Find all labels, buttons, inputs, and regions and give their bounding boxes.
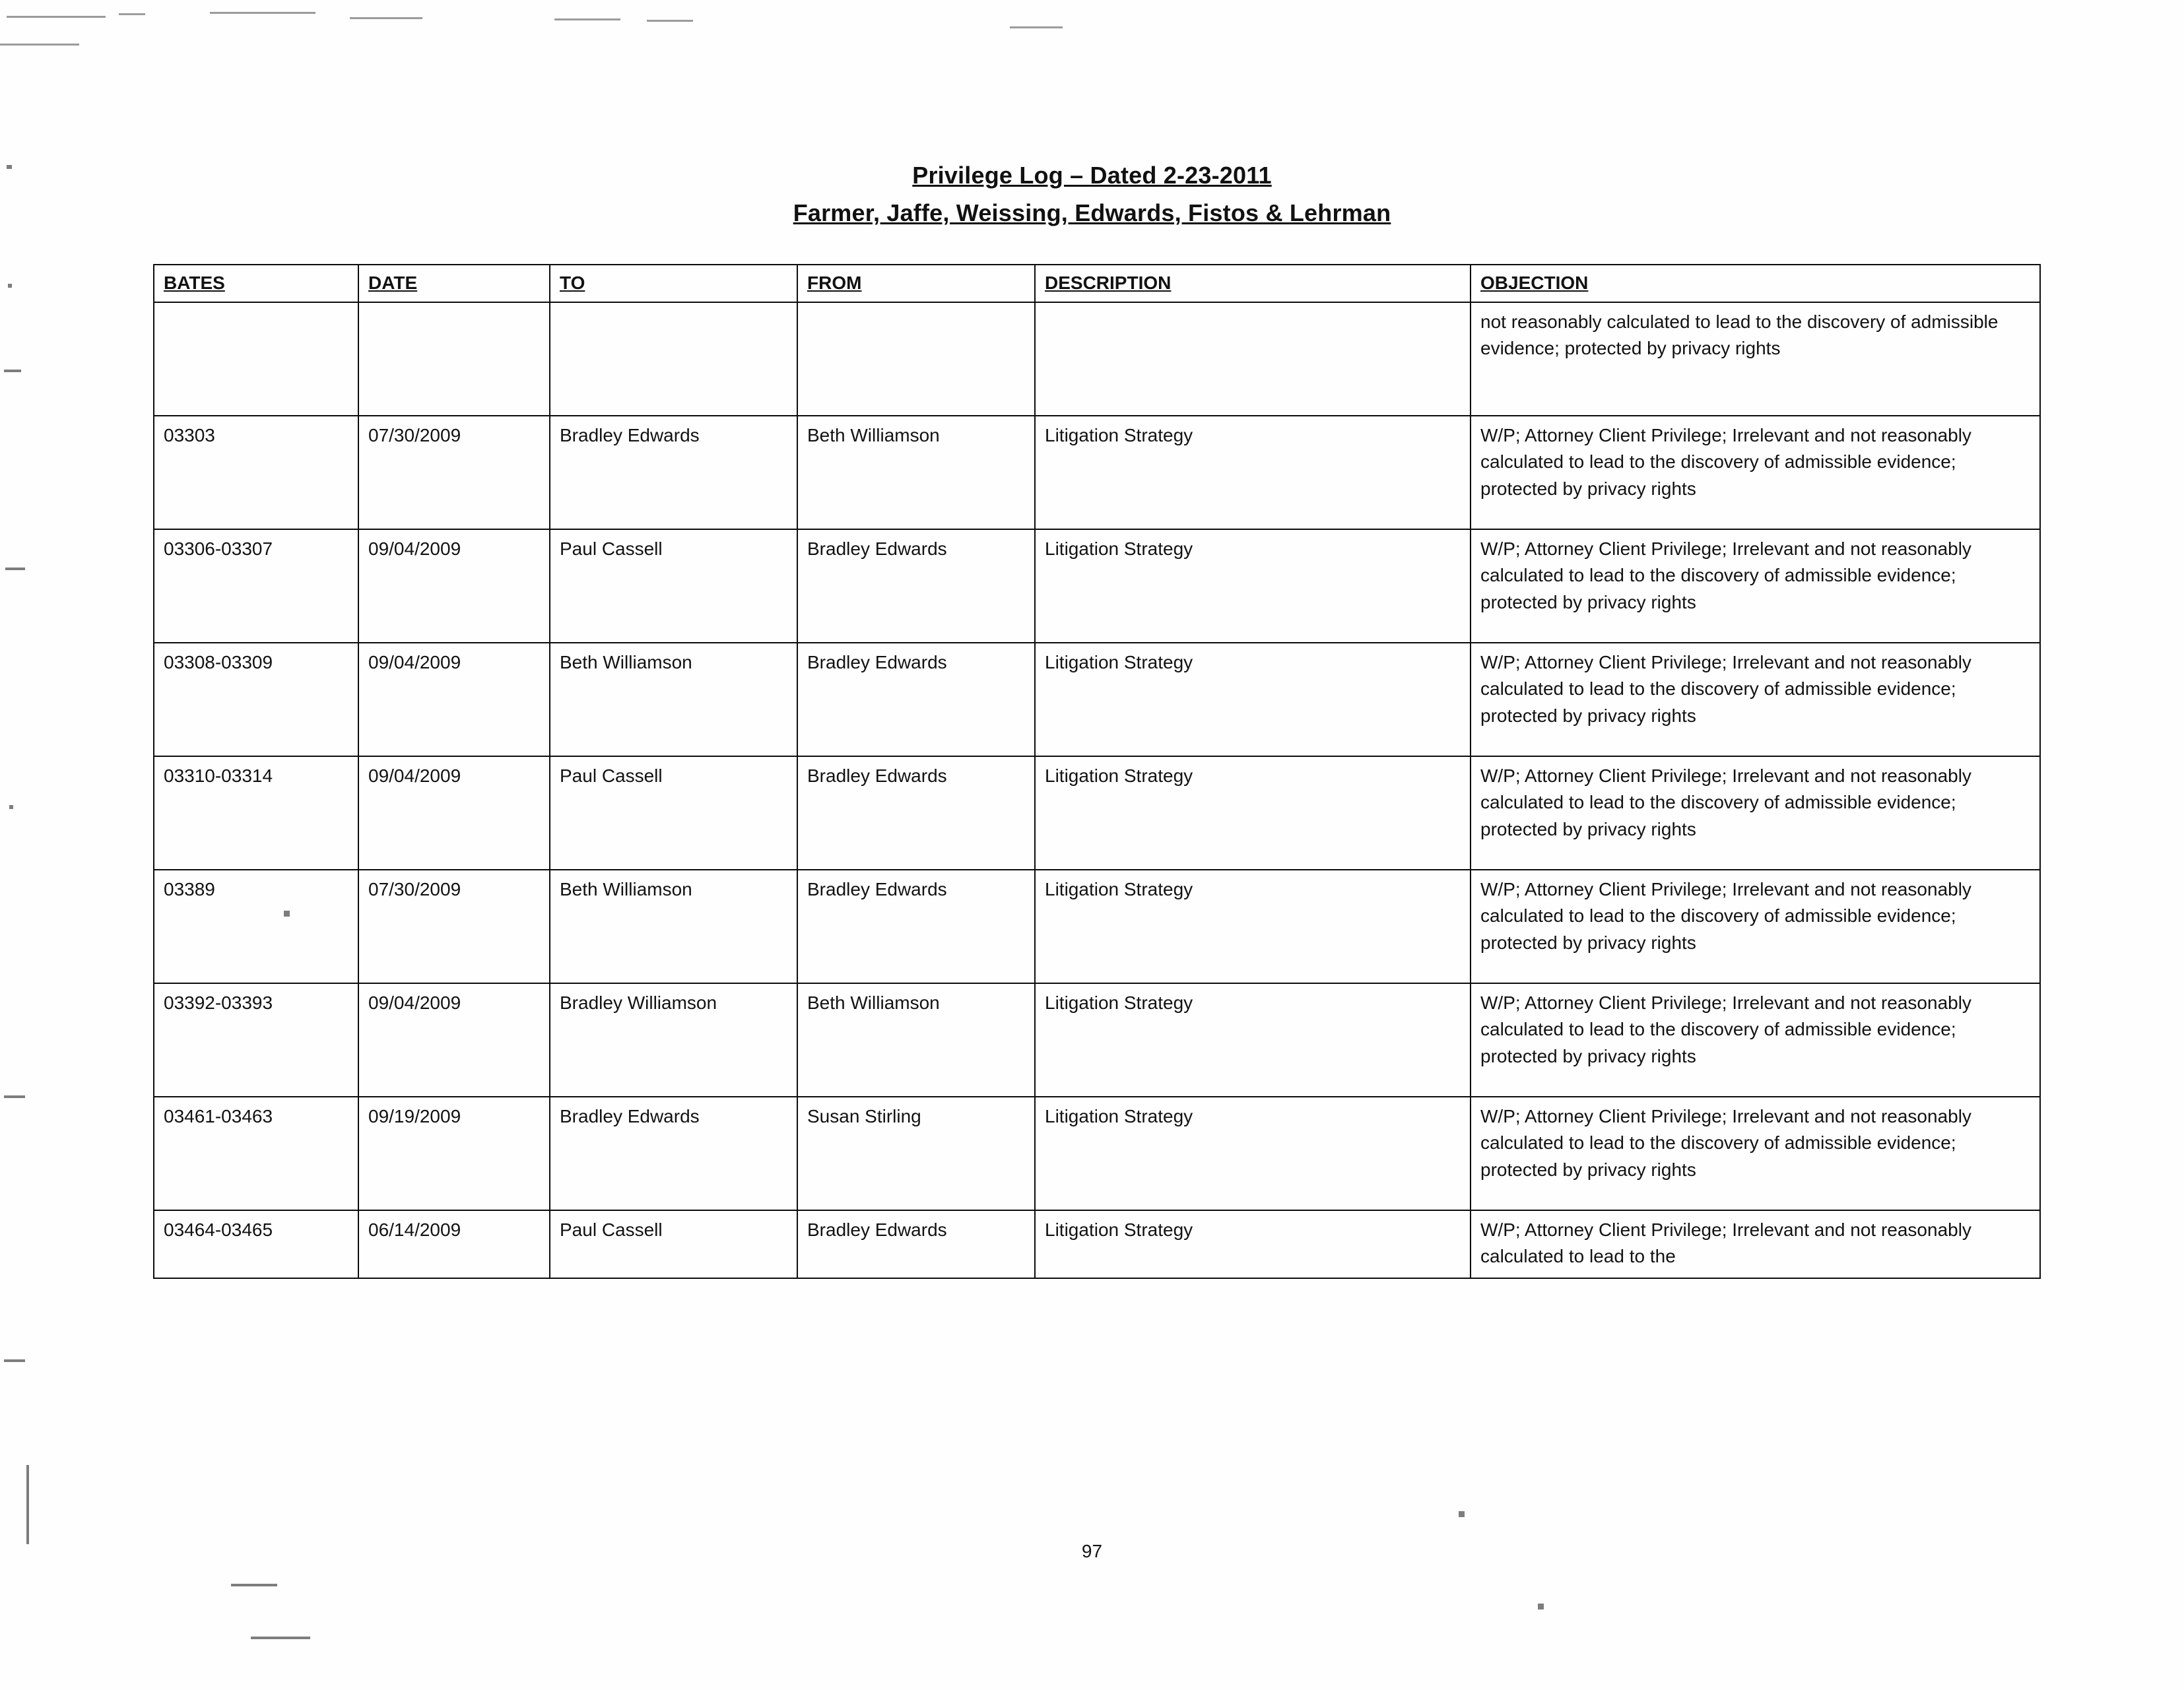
column-header-objection: OBJECTION bbox=[1471, 265, 2040, 302]
cell-description: Litigation Strategy bbox=[1035, 643, 1471, 756]
table-row bbox=[154, 643, 2040, 756]
cell-date: 06/14/2009 bbox=[358, 1210, 550, 1278]
cell-to: Paul Cassell bbox=[550, 529, 797, 643]
cell-objection: W/P; Attorney Client Privilege; Irrelevant and not reasonably calculated to lead to the discovery of admissible evidence; protected by privacy rights bbox=[1471, 756, 2040, 870]
cell-from: Bradley Edwards bbox=[797, 1210, 1035, 1278]
cell-to: Bradley Edwards bbox=[550, 1097, 797, 1210]
cell-bates: 03310-03314 bbox=[154, 756, 358, 870]
cell-from: Beth Williamson bbox=[797, 983, 1035, 1097]
cell-bates: 03308-03309 bbox=[154, 643, 358, 756]
cell-bates: 03392-03393 bbox=[154, 983, 358, 1097]
scan-artifact-margin bbox=[4, 1095, 25, 1098]
scan-artifact-margin bbox=[4, 1359, 25, 1362]
cell-from: Beth Williamson bbox=[797, 416, 1035, 529]
cell-description: Litigation Strategy bbox=[1035, 983, 1471, 1097]
scan-artifact-margin bbox=[1459, 1511, 1465, 1517]
table-row bbox=[154, 1097, 2040, 1210]
cell-to bbox=[550, 302, 797, 416]
scan-artifact-margin bbox=[251, 1637, 310, 1639]
cell-from: Bradley Edwards bbox=[797, 643, 1035, 756]
cell-description: Litigation Strategy bbox=[1035, 870, 1471, 983]
column-header-from: FROM bbox=[797, 265, 1035, 302]
cell-to: Beth Williamson bbox=[550, 643, 797, 756]
scan-artifact-margin bbox=[231, 1584, 277, 1586]
cell-from: Bradley Edwards bbox=[797, 756, 1035, 870]
scan-artifact-margin bbox=[4, 370, 21, 372]
cell-bates: 03303 bbox=[154, 416, 358, 529]
cell-to: Bradley Williamson bbox=[550, 983, 797, 1097]
cell-bates: 03464-03465 bbox=[154, 1210, 358, 1278]
cell-date: 09/04/2009 bbox=[358, 643, 550, 756]
cell-objection: W/P; Attorney Client Privilege; Irrelevant and not reasonably calculated to lead to the bbox=[1471, 1210, 2040, 1278]
cell-from bbox=[797, 302, 1035, 416]
cell-description: Litigation Strategy bbox=[1035, 756, 1471, 870]
cell-description: Litigation Strategy bbox=[1035, 529, 1471, 643]
column-header-description: DESCRIPTION bbox=[1035, 265, 1471, 302]
column-header-date: DATE bbox=[358, 265, 550, 302]
scan-artifact-top bbox=[0, 12, 2184, 38]
cell-bates: 03461-03463 bbox=[154, 1097, 358, 1210]
cell-objection: W/P; Attorney Client Privilege; Irrelevant and not reasonably calculated to lead to the discovery of admissible evidence; protected by privacy rights bbox=[1471, 643, 2040, 756]
scan-artifact-margin bbox=[26, 1465, 29, 1544]
cell-objection: W/P; Attorney Client Privilege; Irrelevant and not reasonably calculated to lead to the discovery of admissible evidence; protected by privacy rights bbox=[1471, 1097, 2040, 1210]
cell-bates bbox=[154, 302, 358, 416]
cell-to: Beth Williamson bbox=[550, 870, 797, 983]
table-row bbox=[154, 1210, 2040, 1278]
cell-from: Bradley Edwards bbox=[797, 529, 1035, 643]
cell-to: Bradley Edwards bbox=[550, 416, 797, 529]
scan-artifact-margin bbox=[9, 805, 13, 809]
cell-objection: W/P; Attorney Client Privilege; Irrelevant and not reasonably calculated to lead to the discovery of admissible evidence; protected by privacy rights bbox=[1471, 529, 2040, 643]
cell-date: 07/30/2009 bbox=[358, 870, 550, 983]
cell-date: 09/04/2009 bbox=[358, 983, 550, 1097]
document-header bbox=[0, 158, 2184, 230]
cell-objection: W/P; Attorney Client Privilege; Irrelevant and not reasonably calculated to lead to the discovery of admissible evidence; protected by privacy rights bbox=[1471, 416, 2040, 529]
cell-description: Litigation Strategy bbox=[1035, 416, 1471, 529]
column-header-bates: BATES bbox=[154, 265, 358, 302]
table-row bbox=[154, 870, 2040, 983]
cell-to: Paul Cassell bbox=[550, 756, 797, 870]
cell-date: 07/30/2009 bbox=[358, 416, 550, 529]
scan-artifact-margin bbox=[5, 568, 25, 570]
table-row bbox=[154, 756, 2040, 870]
table-row bbox=[154, 529, 2040, 643]
cell-date: 09/04/2009 bbox=[358, 756, 550, 870]
cell-description: Litigation Strategy bbox=[1035, 1210, 1471, 1278]
scan-artifact-margin bbox=[1538, 1604, 1544, 1609]
cell-objection: W/P; Attorney Client Privilege; Irrelevant and not reasonably calculated to lead to the discovery of admissible evidence; protected by privacy rights bbox=[1471, 870, 2040, 983]
cell-to: Paul Cassell bbox=[550, 1210, 797, 1278]
cell-objection: W/P; Attorney Client Privilege; Irrelevant and not reasonably calculated to lead to the discovery of admissible evidence; protected by privacy rights bbox=[1471, 983, 2040, 1097]
cell-date: 09/04/2009 bbox=[358, 529, 550, 643]
page-title: Privilege Log – Dated 2-23-2011 bbox=[912, 162, 1272, 189]
cell-date: 09/19/2009 bbox=[358, 1097, 550, 1210]
table-row bbox=[154, 416, 2040, 529]
table-header-row bbox=[154, 265, 2040, 302]
page-subtitle: Farmer, Jaffe, Weissing, Edwards, Fistos & Lehrman bbox=[793, 199, 1391, 227]
column-header-to: TO bbox=[550, 265, 797, 302]
cell-from: Susan Stirling bbox=[797, 1097, 1035, 1210]
table-row bbox=[154, 983, 2040, 1097]
privilege-log-table bbox=[153, 264, 2041, 1279]
page-number: 97 bbox=[1081, 1541, 1103, 1561]
cell-description bbox=[1035, 302, 1471, 416]
cell-description: Litigation Strategy bbox=[1035, 1097, 1471, 1210]
scan-artifact-margin bbox=[8, 284, 12, 288]
cell-bates: 03389 bbox=[154, 870, 358, 983]
cell-bates: 03306-03307 bbox=[154, 529, 358, 643]
cell-from: Bradley Edwards bbox=[797, 870, 1035, 983]
table-row bbox=[154, 302, 2040, 416]
cell-date bbox=[358, 302, 550, 416]
cell-objection: not reasonably calculated to lead to the discovery of admissible evidence; protected by privacy rights bbox=[1471, 302, 2040, 416]
